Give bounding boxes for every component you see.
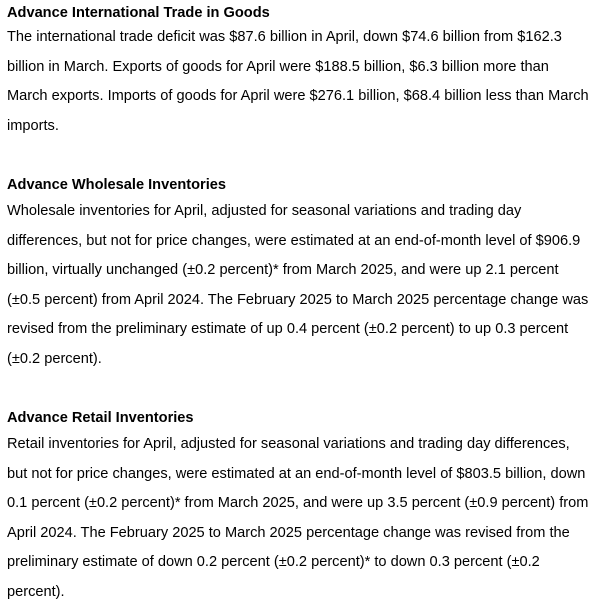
section-paragraph: Wholesale inventories for April, adjusted for seasonal variations and trading day differences, but not for price changes, were estimated at an end-of-month level of $906.9 billion, virtually unchanged (±0.2 percent)* from March 2025, and were up 2.1 percent (±0.5 percent) from April 2024. The February 2025 to March 2025 percentage change was revised from the preliminary estimate of up 0.4 percent (±0.2 percent) to up 0.3 percent (±0.2 percent). [7, 203, 589, 367]
section-paragraph: Retail inventories for April, adjusted for seasonal variations and trading day differences, but not for price changes, were estimated at an end-of-month level of $803.5 billion, down 0.1 percent (±0.2 percent)* from March 2025, and were up 3.5 percent (±0.9 percent) from April 2024. The February 2025 to March 2025 percentage change was revised from the preliminary estimate of down 0.2 percent (±0.2 percent)* to down 0.3 percent (±0.2 percent). [7, 436, 589, 600]
section-heading: Advance Retail Inventories [7, 410, 194, 426]
section-retail-inventories [7, 408, 593, 607]
section-heading: Advance Wholesale Inventories [7, 177, 226, 193]
section-wholesale-inventories [7, 175, 593, 374]
section-heading: Advance International Trade in Goods [7, 5, 270, 21]
section-paragraph: The international trade deficit was $87.6 billion in April, down $74.6 billion from $162.3 billion in March. Exports of goods for April were $188.5 billion, $6.3 billion more than March exports. Imports of goods for April were $276.1 billion, $68.4 billion less than March imports. [7, 29, 589, 134]
section-international-trade [7, 3, 593, 141]
